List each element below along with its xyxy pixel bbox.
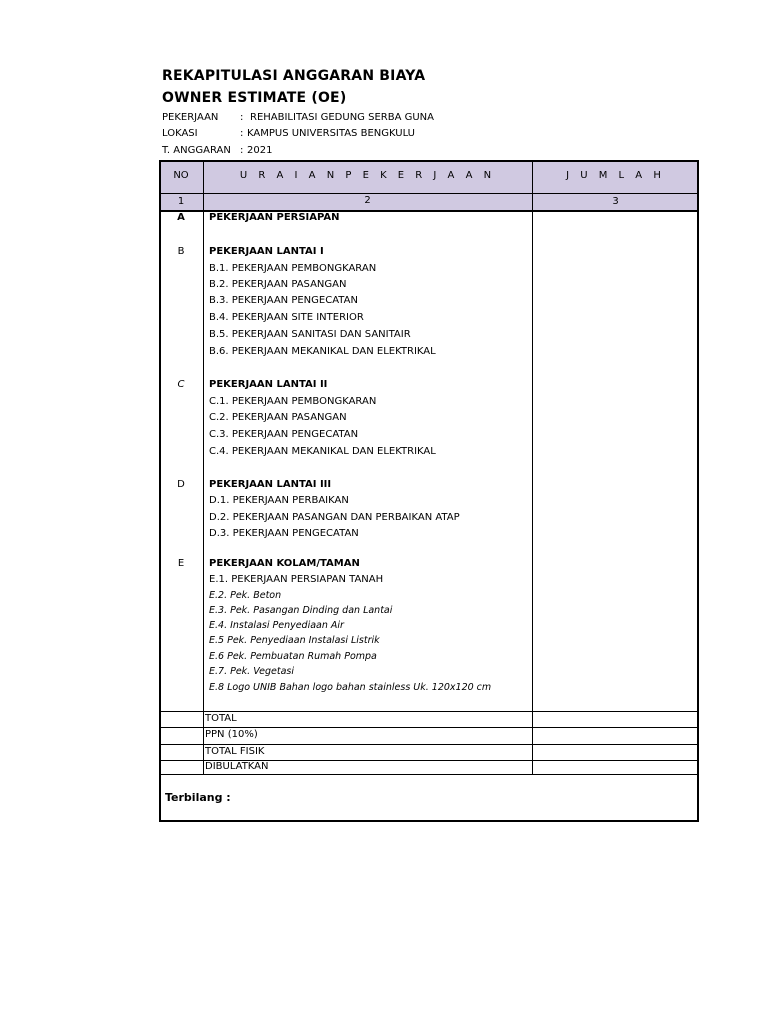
list-item: B.3. PEKERJAAN PENGECATAN	[209, 295, 358, 306]
list-item: E.6 Pek. Pembuatan Rumah Pompa	[209, 651, 377, 662]
ppn-label: PPN (10%)	[205, 729, 258, 740]
rule	[159, 774, 699, 775]
list-item: B.5. PEKERJAAN SANITASI DAN SANITAIR	[209, 329, 411, 340]
list-item: E.3. Pek. Pasangan Dinding dan Lantai	[209, 605, 393, 616]
list-item: E.7. Pek. Vegetasi	[209, 666, 295, 677]
header-no: NO	[173, 170, 189, 181]
list-item: B.2. PEKERJAAN PASANGAN	[209, 279, 347, 290]
rule	[203, 160, 204, 774]
list-item: C.3. PEKERJAAN PENGECATAN	[209, 429, 359, 440]
header-uraian: U R A I A N P E K E R J A A N	[239, 170, 496, 181]
section-code: D	[177, 479, 185, 490]
list-item: C.1. PEKERJAAN PEMBONGKARAN	[209, 396, 377, 407]
doc-title: REKAPITULASI ANGGARAN BIAYA	[162, 68, 426, 84]
list-item: D.2. PEKERJAAN PASANGAN DAN PERBAIKAN ATAP	[209, 512, 460, 523]
meta-value: KAMPUS UNIVERSITAS BENGKULU	[247, 128, 415, 139]
section-title: PEKERJAAN LANTAI I	[209, 246, 324, 257]
section-code: A	[177, 212, 185, 223]
doc-subtitle: OWNER ESTIMATE (OE)	[162, 90, 347, 106]
section-code: C	[177, 379, 185, 390]
rule	[159, 193, 699, 194]
rule	[159, 727, 699, 728]
section-title: PEKERJAAN KOLAM/TAMAN	[209, 558, 360, 569]
dibulatkan-label: DIBULATKAN	[205, 761, 269, 772]
rule	[159, 711, 699, 712]
colnum-1: 1	[177, 196, 185, 207]
header-jumlah: J U M L A H	[566, 170, 665, 181]
list-item: D.3. PEKERJAAN PENGECATAN	[209, 528, 359, 539]
table-border	[159, 160, 699, 822]
list-item: E.1. PEKERJAAN PERSIAPAN TANAH	[209, 574, 384, 585]
meta-sep: :	[240, 128, 244, 139]
section-title: PEKERJAAN LANTAI III	[209, 479, 332, 490]
list-item: E.2. Pek. Beton	[209, 590, 282, 601]
colnum-3: 3	[612, 196, 619, 207]
terbilang-label: Terbilang :	[165, 791, 231, 804]
rule	[532, 160, 533, 774]
meta-label: LOKASI	[162, 128, 198, 139]
list-item: E.5 Pek. Penyediaan Instalasi Listrik	[209, 635, 380, 646]
list-item: B.4. PEKERJAAN SITE INTERIOR	[209, 312, 364, 323]
total-label: TOTAL	[205, 713, 237, 724]
section-code: B	[177, 246, 185, 257]
list-item: E.8 Logo UNIB Bahan logo bahan stainless Uk. 120x120 cm	[209, 682, 492, 693]
rule	[159, 744, 699, 745]
meta-value: REHABILITASI GEDUNG SERBA GUNA	[250, 112, 434, 123]
section-title: PEKERJAAN LANTAI II	[209, 379, 328, 390]
meta-label: PEKERJAAN	[162, 112, 219, 123]
meta-sep: :	[240, 145, 244, 156]
list-item: C.2. PEKERJAAN PASANGAN	[209, 412, 347, 423]
list-item: D.1. PEKERJAAN PERBAIKAN	[209, 495, 349, 506]
section-title: PEKERJAAN PERSIAPAN	[209, 212, 340, 223]
meta-label: T. ANGGARAN	[162, 145, 231, 156]
list-item: B.1. PEKERJAAN PEMBONGKARAN	[209, 263, 377, 274]
meta-value: 2021	[247, 145, 273, 156]
rab-table	[159, 160, 699, 822]
list-item: B.6. PEKERJAAN MEKANIKAL DAN ELEKTRIKAL	[209, 346, 436, 357]
meta-sep: :	[240, 112, 244, 123]
colnum-2: 2	[364, 195, 371, 206]
list-item: C.4. PEKERJAAN MEKANIKAL DAN ELEKTRIKAL	[209, 446, 436, 457]
list-item: E.4. Instalasi Penyediaan Air	[209, 620, 344, 631]
total-fisik-label: TOTAL FISIK	[205, 746, 265, 757]
section-code: E	[177, 558, 185, 569]
